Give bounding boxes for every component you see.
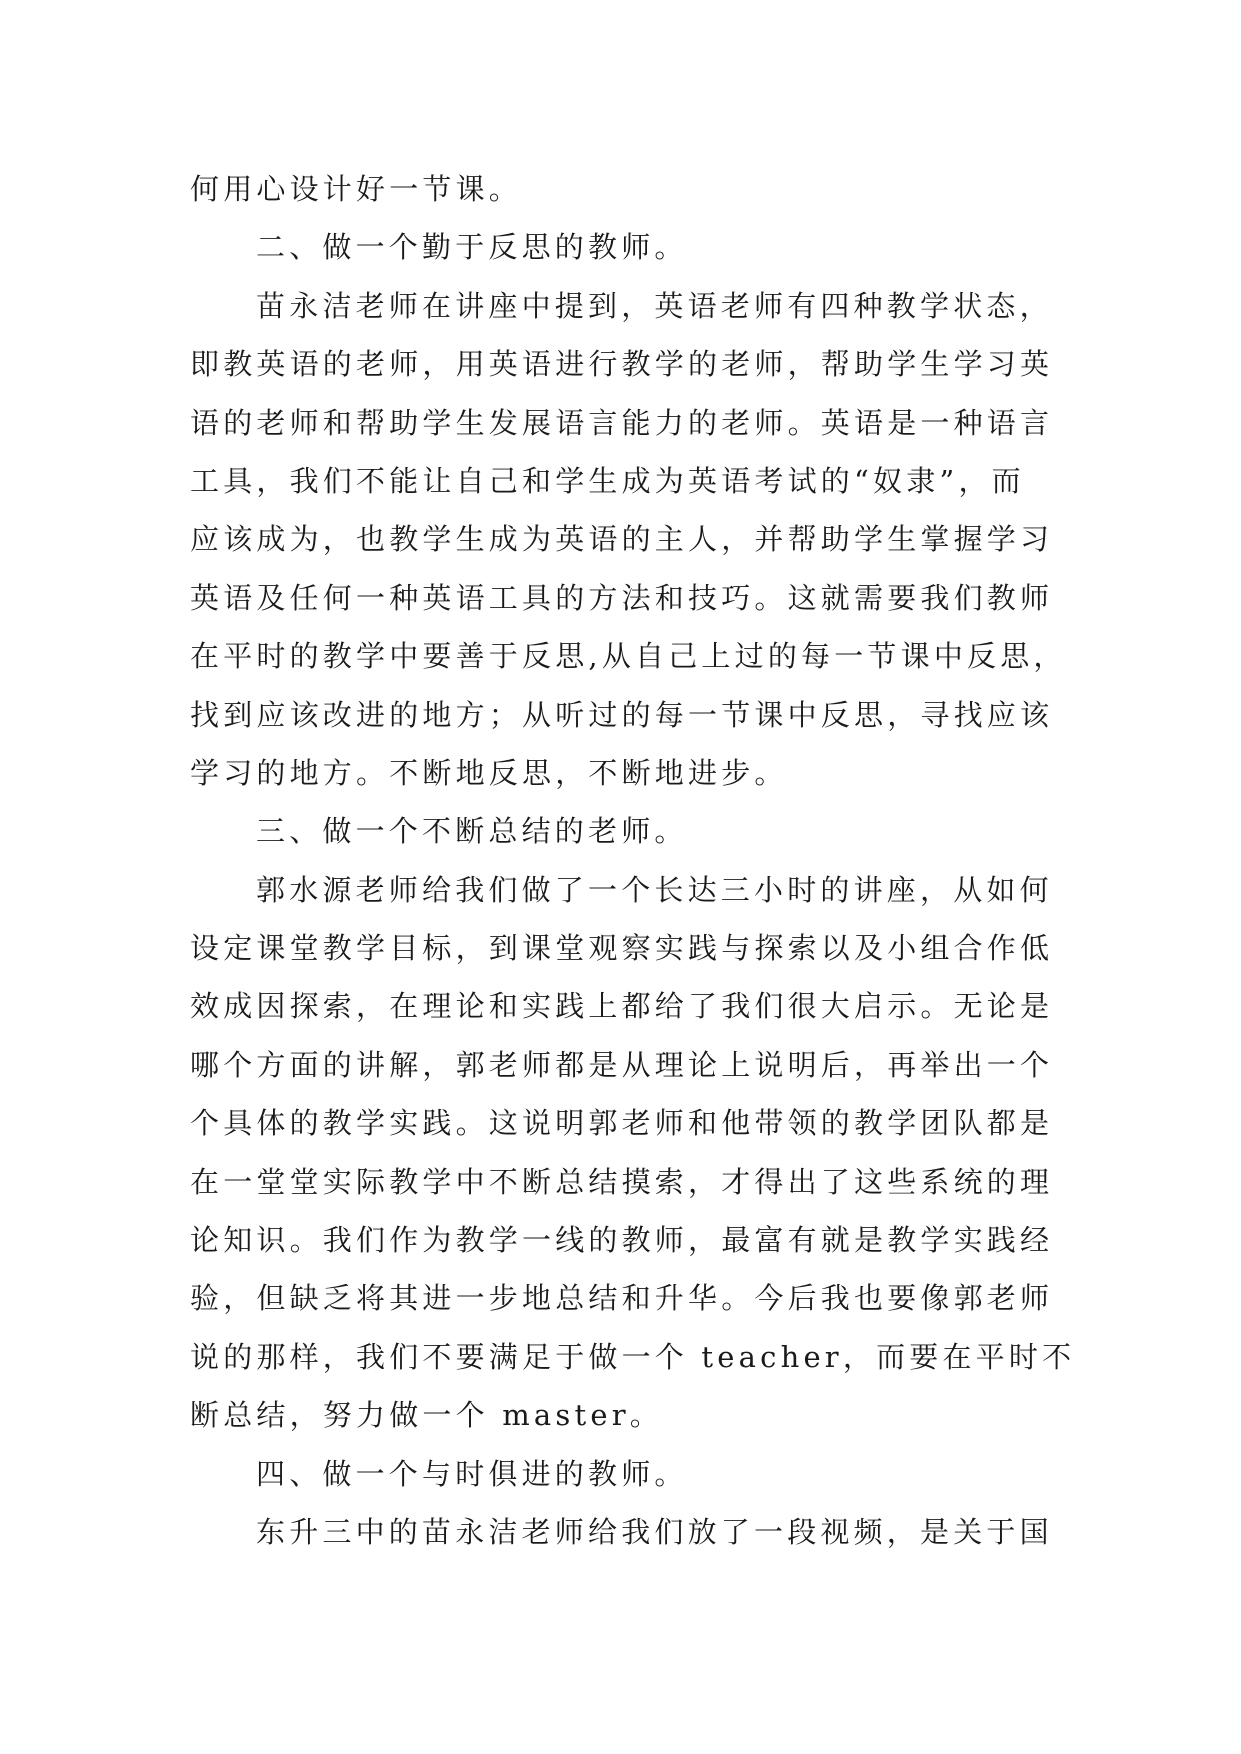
text-line: 个具体的教学实践。这说明郭老师和他带领的教学团队都是 xyxy=(190,1106,1054,1141)
text-line: 语的老师和帮助学生发展语言能力的老师。英语是一种语言 xyxy=(190,405,1054,440)
text-line: 二、做一个勤于反思的教师。 xyxy=(256,230,688,265)
text-line: 苗永洁老师在讲座中提到，英语老师有四种教学状态， xyxy=(256,288,1053,323)
text-line: 三、做一个不断总结的老师。 xyxy=(256,814,688,849)
text-line: 东升三中的苗永洁老师给我们放了一段视频，是关于国 xyxy=(256,1514,1053,1549)
text-line: 论知识。我们作为教学一线的教师，最富有就是教学实践经 xyxy=(190,1223,1054,1258)
text-line: 说的那样，我们不要满足于做一个 teacher，而要在平时不 xyxy=(190,1339,1076,1374)
text-line: 英语及任何一种英语工具的方法和技巧。这就需要我们教师 xyxy=(190,580,1054,615)
text-line: 在一堂堂实际教学中不断总结摸索，才得出了这些系统的理 xyxy=(190,1164,1054,1199)
text-line: 郭水源老师给我们做了一个长达三小时的讲座，从如何 xyxy=(256,872,1053,907)
text-line: 工具，我们不能让自己和学生成为英语考试的“奴隶”，而 xyxy=(190,463,1025,498)
text-line: 找到应该改进的地方；从听过的每一节课中反思，寻找应该 xyxy=(190,697,1054,732)
text-line: 断总结，努力做一个 master。 xyxy=(190,1398,663,1433)
text-line: 应该成为，也教学生成为英语的主人，并帮助学生掌握学习 xyxy=(190,522,1054,557)
text-line: 学习的地方。不断地反思，不断地进步。 xyxy=(190,755,788,790)
text-line: 效成因探索，在理论和实践上都给了我们很大启示。无论是 xyxy=(190,989,1054,1024)
text-line: 在平时的教学中要善于反思,从自己上过的每一节课中反思， xyxy=(190,639,1067,674)
body-text xyxy=(190,160,1076,1561)
text-line: 哪个方面的讲解，郭老师都是从理论上说明后，再举出一个 xyxy=(190,1047,1054,1082)
text-line: 设定课堂教学目标，到课堂观察实践与探索以及小组合作低 xyxy=(190,931,1054,966)
text-line: 何用心设计好一节课。 xyxy=(190,172,523,206)
text-line: 四、做一个与时俱进的教师。 xyxy=(256,1456,688,1491)
text-line: 验，但缺乏将其进一步地总结和升华。今后我也要像郭老师 xyxy=(190,1281,1054,1316)
text-line: 即教英语的老师，用英语进行教学的老师，帮助学生学习英 xyxy=(190,347,1054,382)
